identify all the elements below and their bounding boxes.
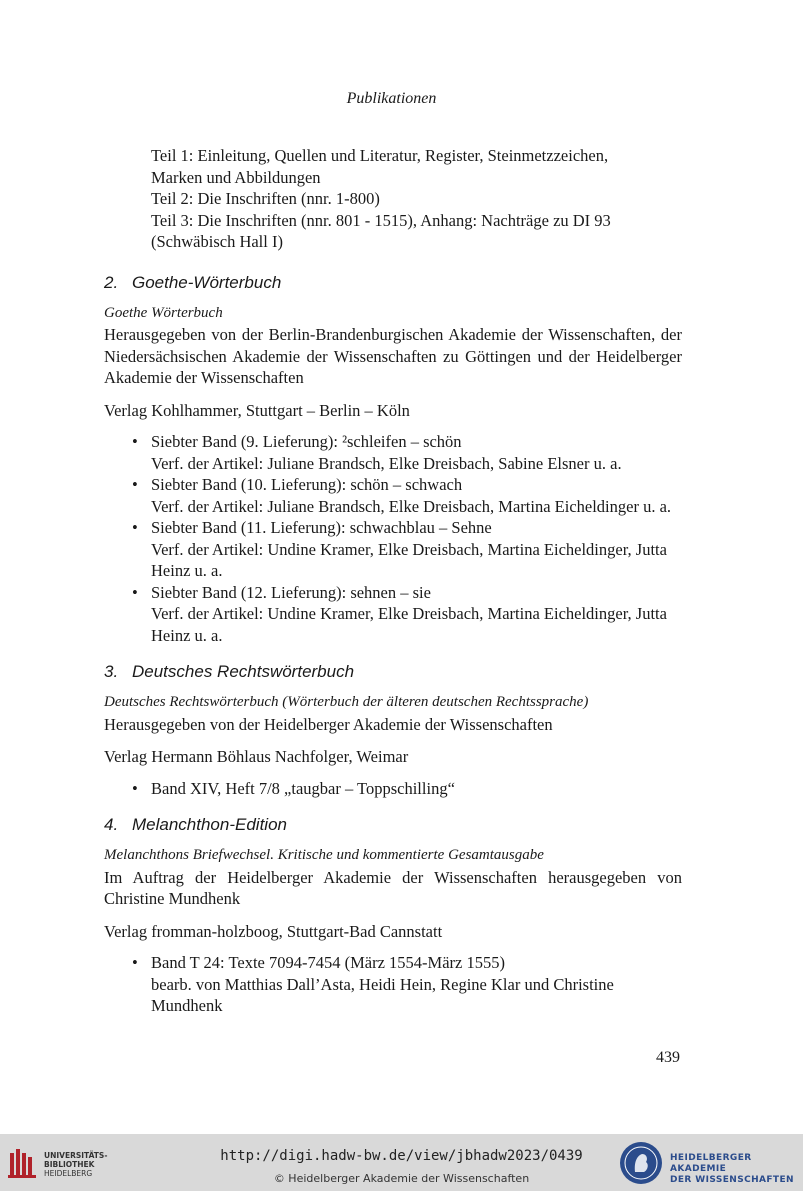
continued-line: Teil 3: Die Inschriften (nnr. 801 - 1515), Anhang: Nachträge zu DI 93 (151, 210, 611, 230)
section-melanchthon-edition (104, 813, 682, 1017)
volume-title: Siebter Band (12. Lieferung): sehnen – sie (151, 582, 431, 602)
series-title: Goethe Wörterbuch (104, 304, 223, 321)
volume-title: Band XIV, Heft 7/8 „taugbar – Toppschilling“ (151, 778, 455, 798)
section-number: 2. (104, 272, 119, 292)
volume-title: Siebter Band (10. Lieferung): schön – schwach (151, 475, 463, 494)
bullet-icon: • (132, 953, 138, 972)
section-goethe-woerterbuch (104, 271, 682, 647)
publisher: Verlag fromman-holzboog, Stuttgart-Bad Cannstatt (104, 921, 443, 941)
logo-line: BIBLIOTHEK (44, 1160, 95, 1169)
list-item (104, 431, 682, 474)
bullet-icon: • (132, 518, 138, 537)
continued-line: Marken und Abbildungen (151, 167, 321, 187)
continued-list (104, 145, 682, 253)
publisher: Verlag Hermann Böhlaus Nachfolger, Weimar (104, 747, 409, 766)
continued-line: Teil 2: Die Inschriften (nnr. 1-800) (151, 189, 380, 208)
volume-list (104, 952, 682, 1017)
volume-title: Siebter Band (11. Lieferung): schwachblau – Sehne (151, 518, 492, 537)
continued-line: (Schwäbisch Hall I) (151, 232, 283, 251)
section-heading (104, 813, 682, 837)
academy-logo[interactable] (620, 1140, 800, 1186)
logo-line: HEIDELBERGER AKADEMIE (670, 1153, 752, 1174)
academy-seal-icon (620, 1142, 662, 1184)
volume-authors: bearb. von Matthias Dall’Asta, Heidi Hein, Regine Klar und Christine Mundhenk (151, 974, 614, 1015)
list-item (104, 582, 682, 647)
academy-logo-text (670, 1153, 800, 1186)
viewer-footer (0, 1134, 803, 1191)
editor-statement: Herausgegeben von der Heidelberger Akademie der Wissenschaften (104, 714, 553, 734)
editor-statement: Im Auftrag der Heidelberger Akademie der Wissenschaften herausgegeben von Christine Mundhenk (104, 867, 682, 908)
volume-authors: Verf. der Artikel: Undine Kramer, Elke Dreisbach, Martina Eicheldinger, Jutta Heinz u. a. (151, 604, 667, 645)
volume-title: Siebter Band (9. Lieferung): ²schleifen – schön (151, 432, 462, 451)
volume-authors: Verf. der Artikel: Juliane Brandsch, Elke Dreisbach, Martina Eicheldinger u. a. (151, 496, 672, 516)
volume-list (104, 431, 682, 646)
copyright-notice: © Heidelberger Akademie der Wissenschaften (273, 1172, 530, 1185)
bullet-icon: • (132, 778, 138, 798)
section-heading (104, 271, 682, 295)
bullet-icon: • (132, 475, 138, 494)
list-item (104, 517, 682, 582)
series-title: Deutsches Rechtswörterbuch (Wörterbuch der älteren deutschen Rechtssprache) (104, 694, 589, 710)
series-title: Melanchthons Briefwechsel. Kritische und kommentierte Gesamtausgabe (104, 847, 544, 863)
list-item (104, 778, 682, 800)
volume-authors: Verf. der Artikel: Undine Kramer, Elke Dreisbach, Martina Eicheldinger, Jutta Heinz u. a. (151, 539, 667, 580)
continued-line: Teil 1: Einleitung, Quellen und Literatur, Register, Steinmetzzeichen, (151, 146, 609, 165)
editor-statement: Herausgegeben von der Berlin-Brandenburgischen Akademie der Wissenschaften, der Niedersächsischen Akademie der Wissenschaften zu Göttingen und der Heidelberger Akademie der Wissenschaften (104, 325, 682, 387)
section-title: Goethe-Wörterbuch (132, 272, 282, 292)
page-number: 439 (656, 1049, 680, 1066)
publisher: Verlag Kohlhammer, Stuttgart – Berlin – Köln (104, 400, 410, 420)
section-deutsches-rechtswoerterbuch (104, 660, 682, 799)
section-title: Deutsches Rechtswörterbuch (132, 662, 355, 681)
section-heading (104, 660, 682, 684)
section-number: 3. (104, 662, 119, 681)
logo-line: DER WISSENSCHAFTEN (670, 1175, 794, 1185)
logo-line: HEIDELBERG (44, 1169, 93, 1178)
logo-line: UNIVERSITÄTS- (44, 1151, 108, 1160)
volume-authors: Verf. der Artikel: Juliane Brandsch, Elke Dreisbach, Sabine Elsner u. a. (151, 453, 622, 473)
bullet-icon: • (132, 582, 138, 602)
section-number: 4. (104, 815, 119, 834)
section-title: Melanchthon-Edition (132, 815, 287, 834)
page-content (104, 145, 682, 1031)
volume-list (104, 778, 682, 800)
bullet-icon: • (132, 432, 138, 451)
running-head: Publikationen (346, 90, 437, 107)
volume-title: Band T 24: Texte 7094-7454 (März 1554-März 1555) (151, 953, 505, 972)
permalink-url[interactable]: http://digi.hadw-bw.de/view/jbhadw2023/0439 (220, 1148, 583, 1164)
list-item (104, 952, 682, 1017)
list-item (104, 474, 682, 517)
